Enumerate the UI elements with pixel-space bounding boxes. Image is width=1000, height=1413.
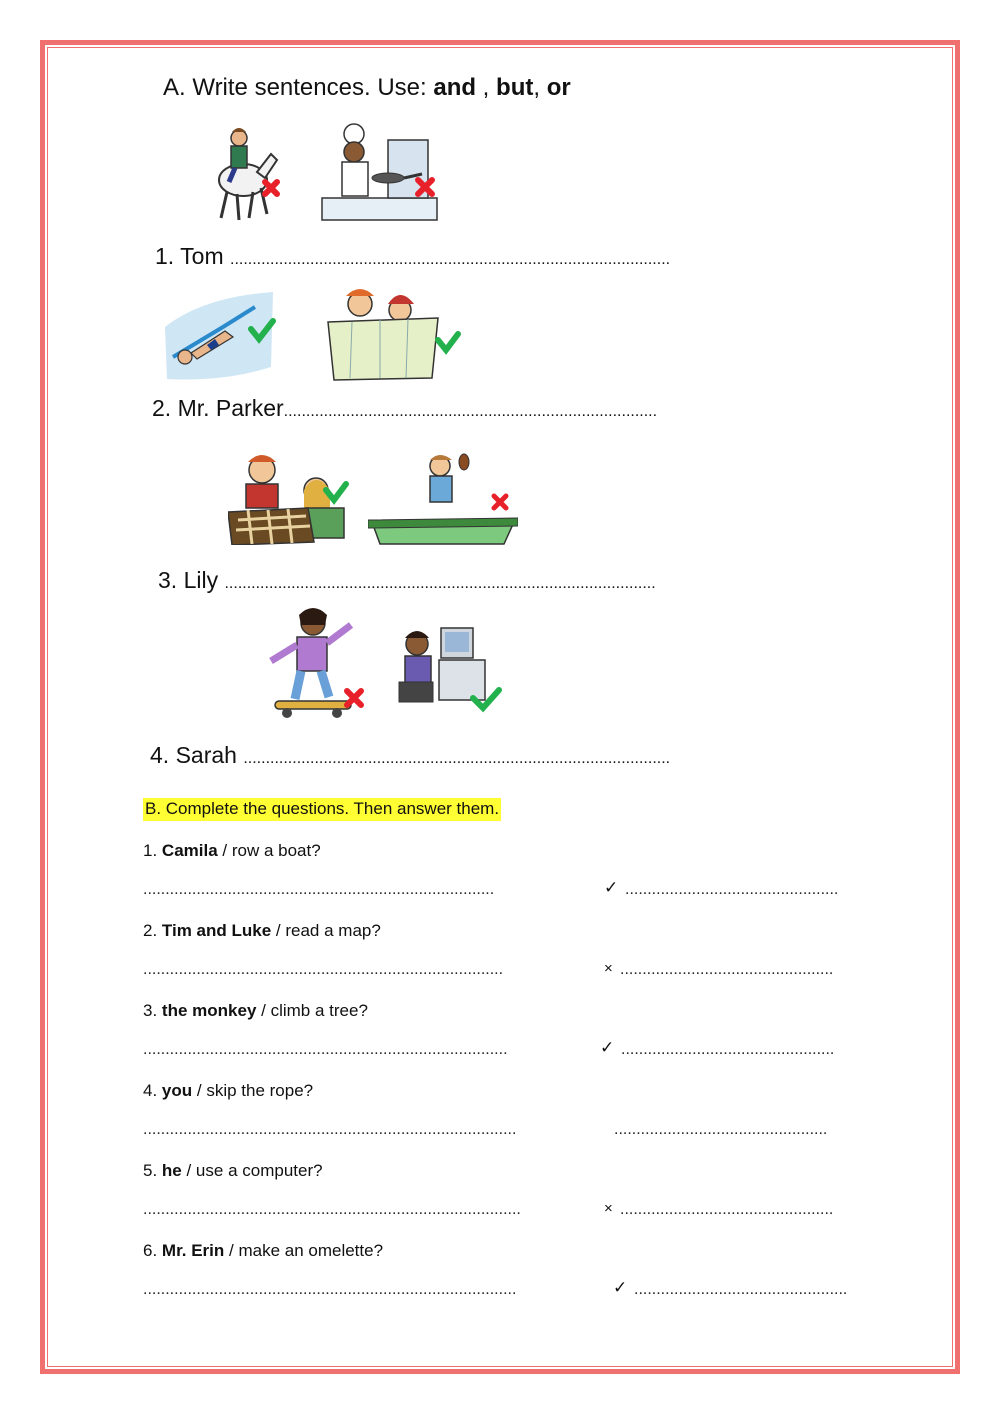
answer-dots[interactable]: .................................................................................... bbox=[283, 403, 658, 420]
question-text: / climb a tree? bbox=[256, 1001, 368, 1020]
section-b-title: B. Complete the questions. Then answer them. bbox=[143, 798, 501, 821]
question-number: 6. bbox=[143, 1241, 158, 1260]
sentence-3[interactable] bbox=[158, 567, 656, 594]
check-icon: ✓ bbox=[604, 878, 619, 897]
question-5 bbox=[143, 1161, 323, 1181]
question-4 bbox=[143, 1081, 313, 1101]
answer-dots[interactable]: ................................................................................................ bbox=[243, 750, 671, 767]
question-line-6[interactable]: .................................................................................... bbox=[143, 1281, 517, 1298]
question-text: / read a map? bbox=[271, 921, 381, 940]
check-icon: ✓ bbox=[613, 1278, 628, 1297]
question-number: 2. bbox=[143, 921, 158, 940]
question-number: 1. bbox=[143, 841, 158, 860]
cross-icon: × bbox=[604, 1200, 613, 1217]
word-but: but bbox=[496, 74, 534, 101]
question-subject: Camila bbox=[161, 841, 218, 860]
sentence-label: 4. Sarah bbox=[150, 742, 237, 768]
question-subject: the monkey bbox=[161, 1001, 257, 1020]
question-6 bbox=[143, 1241, 383, 1261]
question-number: 5. bbox=[143, 1161, 158, 1180]
word-and: and bbox=[433, 74, 477, 101]
answer-dots[interactable]: ................................................................................................... bbox=[230, 251, 671, 268]
sentence-4[interactable] bbox=[150, 742, 670, 769]
check-icon: ✓ bbox=[600, 1038, 615, 1057]
sentence-label: 1. Tom bbox=[155, 243, 224, 269]
sentence-label: 3. Lily bbox=[158, 567, 219, 593]
question-number: 3. bbox=[143, 1001, 158, 1020]
answer-line-6[interactable]: ................................................ bbox=[634, 1281, 848, 1298]
chef-cooking-icon bbox=[318, 120, 443, 225]
sentence-2[interactable] bbox=[152, 395, 657, 422]
question-line-3[interactable]: .................................................................................. bbox=[143, 1041, 508, 1058]
skateboarder-icon bbox=[255, 605, 373, 725]
question-number: 4. bbox=[143, 1081, 158, 1100]
question-text: / make an omelette? bbox=[224, 1241, 384, 1260]
question-text: / skip the rope? bbox=[192, 1081, 314, 1100]
question-line-1[interactable]: ............................................................................... bbox=[143, 881, 495, 898]
question-subject: Tim and Luke bbox=[161, 921, 272, 940]
sentence-1[interactable] bbox=[155, 243, 670, 270]
question-2 bbox=[143, 921, 381, 941]
question-text: / row a boat? bbox=[217, 841, 321, 860]
sep: , bbox=[533, 74, 541, 101]
title-prefix: A. Write sentences. Use: bbox=[163, 74, 427, 101]
horse-rider-icon bbox=[205, 120, 295, 225]
table-tennis-icon bbox=[368, 452, 518, 547]
question-line-2[interactable]: ................................................................................. bbox=[143, 961, 504, 978]
question-1 bbox=[143, 841, 321, 861]
computer-user-icon bbox=[395, 620, 503, 715]
answer-line-4[interactable]: ................................................ bbox=[614, 1121, 828, 1138]
answer-line-1[interactable]: ................................................ bbox=[625, 881, 839, 898]
swimmer-icon bbox=[163, 287, 278, 382]
question-3 bbox=[143, 1001, 368, 1021]
question-line-5[interactable]: ..................................................................................... bbox=[143, 1201, 521, 1218]
answer-line-3[interactable]: ................................................ bbox=[621, 1041, 835, 1058]
map-readers-icon bbox=[322, 282, 462, 382]
cross-icon: × bbox=[604, 960, 613, 977]
question-subject: he bbox=[161, 1161, 182, 1180]
question-subject: you bbox=[161, 1081, 193, 1100]
section-a-title bbox=[163, 74, 571, 102]
word-or: or bbox=[546, 74, 571, 101]
sentence-label: 2. Mr. Parker bbox=[152, 395, 284, 421]
sep: , bbox=[476, 74, 490, 101]
chess-players-icon bbox=[228, 450, 353, 545]
answer-line-2[interactable]: ................................................ bbox=[620, 961, 834, 978]
answer-line-5[interactable]: ................................................ bbox=[620, 1201, 834, 1218]
answer-dots[interactable]: ................................................................................................. bbox=[224, 575, 656, 592]
question-subject: Mr. Erin bbox=[161, 1241, 225, 1260]
question-line-4[interactable]: .................................................................................... bbox=[143, 1121, 517, 1138]
question-text: / use a computer? bbox=[181, 1161, 323, 1180]
